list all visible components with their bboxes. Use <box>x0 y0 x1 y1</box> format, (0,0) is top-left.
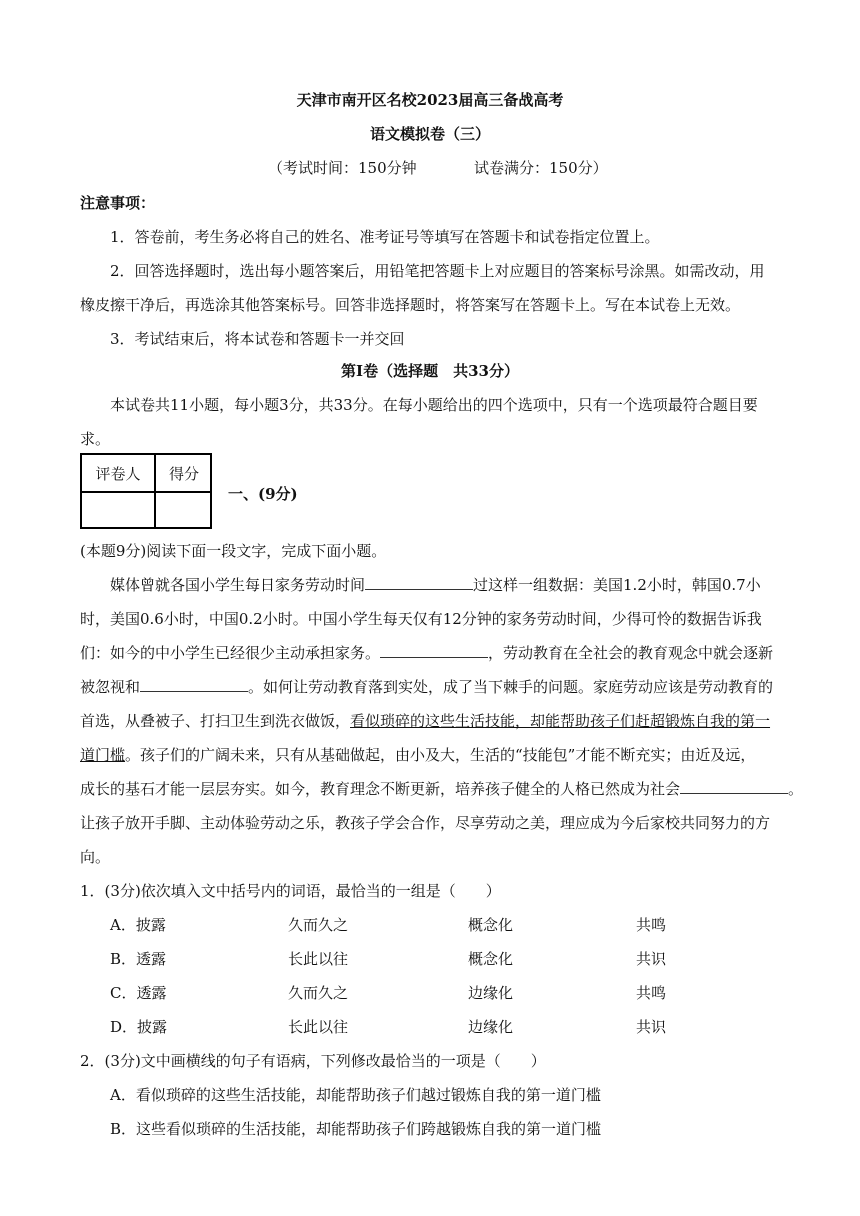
q1-option-d-3: 边缘化 <box>468 1018 514 1036</box>
passage-intro: (本题9分)阅读下面一段文字，完成下面小题。 <box>80 542 387 560</box>
underlined-sentence: 看似琐碎的这些生活技能，却能帮助孩子们赶超锻炼自我的第一 <box>350 712 771 730</box>
passage-line: 们：如今的中小学生已经很少主动承担家务。 ，劳动教育在全社会的教育观念中就会逐新 <box>80 644 774 662</box>
passage-line: 让孩子放开手脚、主动体验劳动之乐，教孩子学会合作，尽享劳动之美，理应成为今后家校共同努力的方 <box>80 814 771 832</box>
q1-option-a-4: 共鸣 <box>636 916 667 934</box>
section-intro: 本试卷共11小题，每小题3分，共33分。在每小题给出的四个选项中，只有一个选项最符合题目要 <box>110 396 758 414</box>
q1-option-c-2: 久而久之 <box>288 984 349 1002</box>
score-header: 得分 <box>168 465 199 483</box>
q1-option-b-4: 共识 <box>636 950 667 968</box>
fill-blank-4 <box>680 779 788 794</box>
part-one-label: 一、(9分) <box>228 485 298 503</box>
section-title: 第Ⅰ卷（选择题 共33分） <box>341 362 519 380</box>
passage-line: 被忽视和 。如何让劳动教育落到实处，成了当下棘手的问题。家庭劳动应该是劳动教育的 <box>80 678 774 696</box>
fill-blank-2 <box>380 643 488 658</box>
notice-heading: 注意事项： <box>80 194 156 212</box>
exam-time-info: （考试时间：150分钟 <box>268 159 417 177</box>
q1-option-a-2: 久而久之 <box>288 916 349 934</box>
q1-option-c-3: 边缘化 <box>468 984 514 1002</box>
question-1-stem: 1．(3分)依次填入文中括号内的词语，最恰当的一组是（ ） <box>80 882 501 900</box>
q1-option-b[interactable]: B．透露 <box>110 950 167 968</box>
q1-option-b-2: 长此以往 <box>288 950 349 968</box>
q1-option-c-4: 共鸣 <box>636 984 667 1002</box>
exam-score-info: 试卷满分：150分） <box>474 159 608 177</box>
notice-item-2: 2．回答选择题时，选出每小题答案后，用铅笔把答题卡上对应题目的答案标号涂黑。如需改动，用 <box>110 262 765 280</box>
passage-line: 道门槛。孩子们的广阔未来，只有从基础做起，由小及大，生活的“技能包”才能不断充实；由近及远， <box>80 746 756 764</box>
q1-option-a-3: 概念化 <box>468 916 514 934</box>
passage-line: 媒体曾就各国小学生每日家务劳动时间 过这样一组数据：美国1.2小时，韩国0.7小 <box>110 576 761 594</box>
passage-line: 首选，从叠被子、打扫卫生到洗衣做饭，看似琐碎的这些生活技能，却能帮助孩子们赶超锻炼自我的第一 <box>80 712 771 730</box>
grading-table <box>80 453 212 529</box>
q1-option-c[interactable]: C．透露 <box>110 984 167 1002</box>
section-intro-cont: 求。 <box>80 430 111 448</box>
notice-item-3: 3．考试结束后，将本试卷和答题卡一并交回 <box>110 330 405 348</box>
grader-header: 评卷人 <box>95 465 141 483</box>
passage-line: 成长的基石才能一层层夯实。如今，教育理念不断更新，培养孩子健全的人格已然成为社会 。 <box>80 780 804 798</box>
passage-line: 时，美国0.6小时，中国0.2小时。中国小学生每天仅有12分钟的家务劳动时间，少得可怜的数据告诉我 <box>80 610 762 628</box>
exam-title: 天津市南开区名校2023届高三备战高考 <box>296 91 564 109</box>
fill-blank-1 <box>365 575 473 590</box>
q1-option-d-4: 共识 <box>636 1018 667 1036</box>
q2-option-b[interactable]: B．这些看似琐碎的生活技能，却能帮助孩子们跨越锻炼自我的第一道门槛 <box>110 1120 602 1138</box>
exam-subtitle: 语文模拟卷（三） <box>369 125 490 143</box>
q1-option-d[interactable]: D．披露 <box>110 1018 168 1036</box>
notice-item-1: 1．答卷前，考生务必将自己的姓名、准考证号等填写在答题卡和试卷指定位置上。 <box>110 228 660 246</box>
q1-option-d-2: 长此以往 <box>288 1018 349 1036</box>
fill-blank-3 <box>140 677 248 692</box>
q1-option-b-3: 概念化 <box>468 950 514 968</box>
notice-item-2-cont: 橡皮擦干净后，再选涂其他答案标号。回答非选择题时，将答案写在答题卡上。写在本试卷上无效。 <box>80 296 741 314</box>
passage-line: 向。 <box>80 848 111 866</box>
q1-option-a[interactable]: A．披露 <box>110 916 166 934</box>
underlined-sentence-end: 道门槛 <box>80 746 126 764</box>
q2-option-a[interactable]: A．看似琐碎的这些生活技能，却能帮助孩子们越过锻炼自我的第一道门槛 <box>110 1086 601 1104</box>
question-2-stem: 2．(3分)文中画横线的句子有语病，下列修改最恰当的一项是（ ） <box>80 1052 546 1070</box>
